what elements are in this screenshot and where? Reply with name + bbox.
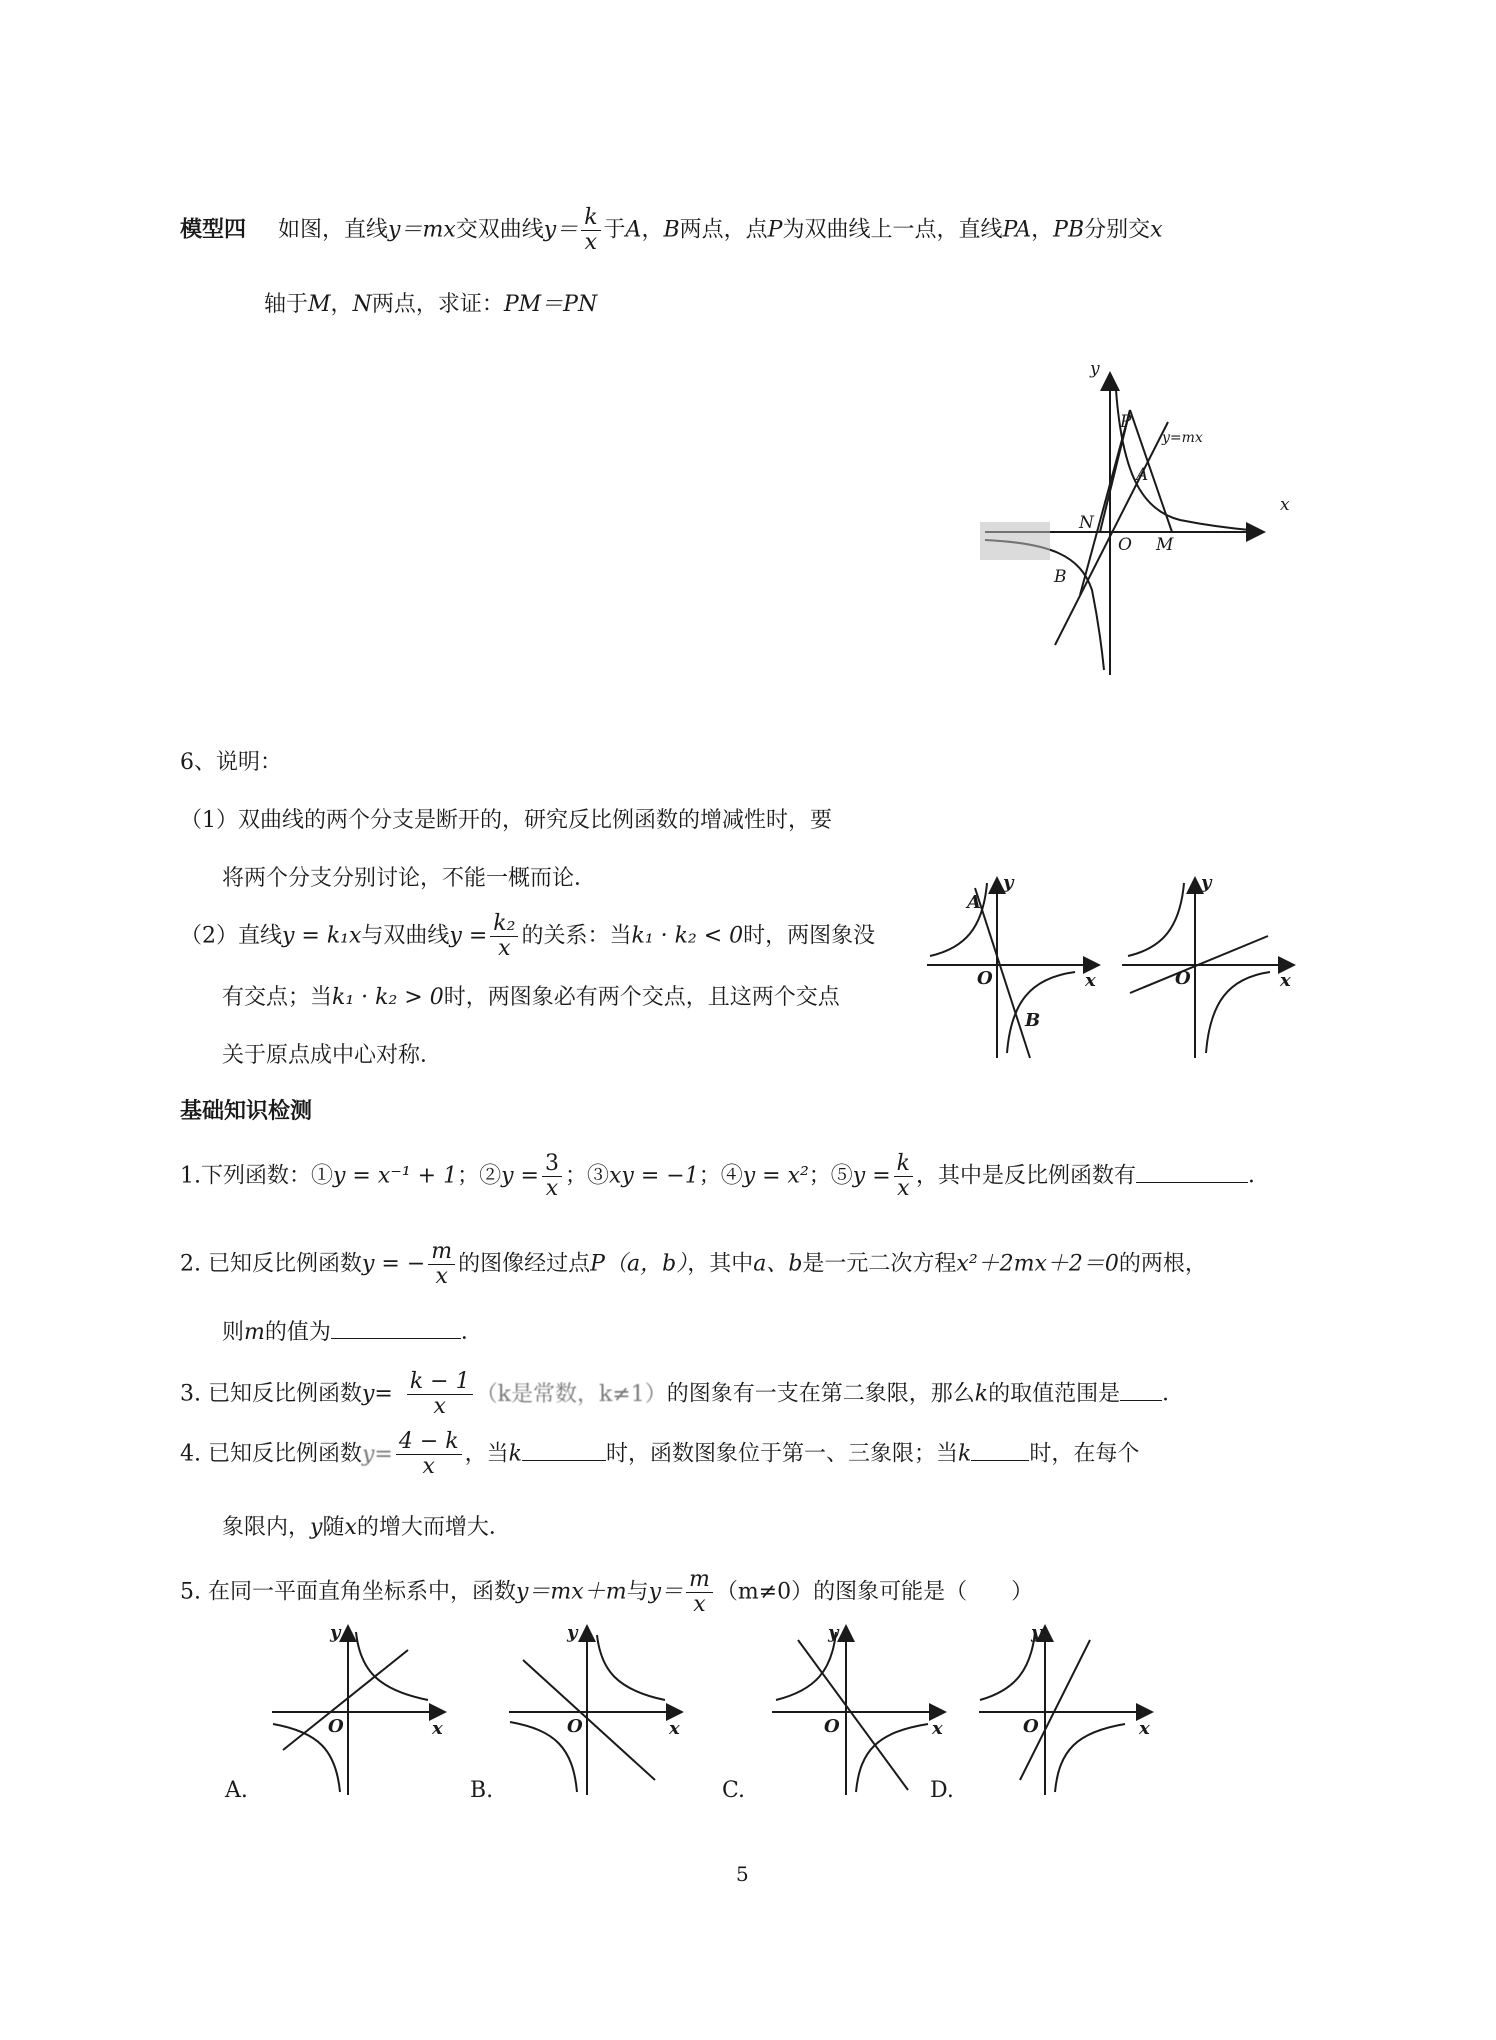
question-4 [180,1430,1139,1479]
fraction-denominator: x [422,1454,435,1480]
text: 的两根， [1118,1251,1207,1277]
hyperbola-branch-q4 [1206,972,1270,1053]
text: 则 [222,1320,245,1345]
question-2-line2 [222,1315,483,1346]
figure-no-intersection [925,868,1110,1063]
text: 的值为 [264,1320,331,1345]
hyperbola-branch-q4 [1007,972,1075,1053]
answer-blank[interactable] [331,1320,461,1339]
text: ，其中是反比例函数有 [916,1163,1137,1189]
variable: k [957,1441,972,1467]
section6-title: 6、说明： [180,750,282,775]
separator: ， [641,217,664,243]
text: （2）直线 [180,923,282,949]
option-d-label[interactable]: D. [930,1778,954,1803]
text: ；② [457,1163,502,1189]
separator: ， [1031,217,1054,243]
fraction-denominator: x [584,230,598,256]
variable: k [508,1441,522,1467]
fraction-denominator: x [433,1394,446,1420]
model4-line-equation: y＝mx [388,217,456,243]
text: 的取值范围是 [988,1381,1121,1407]
text: 1.下列函数：① [180,1163,333,1189]
basics-title: 基础知识检测 [180,1098,313,1124]
option-c-origin: O [824,1716,840,1737]
model4-eq-left: y＝ [543,217,579,243]
hyperbola-branch-1 [1116,390,1260,531]
text: 的图像经过点 [458,1251,591,1277]
fraction-numerator: k [894,1152,913,1177]
fig1-line-label: y=mx [1162,430,1203,446]
fig1-point-a: A [1136,465,1149,485]
section6-item1-line1: （1）双曲线的两个分支是断开的，研究反比例函数的增减性时，要 [180,808,832,833]
option-c-x: x [932,1718,943,1739]
option-b-y: y [567,1622,578,1643]
model4-line2 [264,287,597,318]
option-d-x: x [1139,1718,1150,1739]
scan-smudge [980,522,1050,560]
function-2: y＝ [648,1579,684,1605]
line-mx [1055,422,1168,645]
fig2-origin: O [977,968,993,989]
fraction-denominator: x [498,936,511,962]
hyperbola-q1 [597,1635,665,1700]
option-c-graph[interactable] [768,1620,958,1800]
section6-item2-line1 [180,912,875,961]
fig1-point-b: B [1054,567,1067,587]
point-label: P [767,217,783,243]
function: y= [361,1381,393,1407]
model4-text: 轴于 [264,292,309,317]
fraction [542,1152,562,1201]
option-a-x: x [432,1718,443,1739]
equation: y = k₁x [282,923,362,949]
line-label: PB [1053,217,1085,243]
line [1020,1640,1090,1780]
model4-title: 模型四 [180,216,247,243]
text: ；⑤ [808,1163,853,1189]
question-1 [180,1152,1270,1201]
fraction-denominator: x [435,1264,448,1290]
question-5 [180,1568,1033,1617]
line-pb-ext [1080,410,1130,595]
model4-text: 交双曲线 [455,217,544,243]
axis-label: x [1150,217,1163,243]
equation: x²＋2mx＋2＝0 [956,1251,1119,1277]
function-1: y = x⁻¹ + 1 [333,1163,458,1189]
text: 与双曲线 [361,923,450,949]
proof-statement: PM＝PN [503,292,598,317]
option-c-y: y [828,1622,839,1643]
question-3 [180,1370,1184,1419]
equation: y = [449,923,488,949]
option-a-label[interactable]: A. [225,1778,248,1803]
answer-blank[interactable] [971,1442,1029,1461]
model4-text: 如图，直线 [278,217,389,243]
fig1-point-m: M [1156,535,1174,555]
separator: ， [330,292,353,317]
option-d-graph[interactable] [975,1620,1165,1800]
fig2-point-b: B [1025,1010,1041,1031]
text: 时，在每个 [1029,1441,1140,1467]
hyperbola-q1 [356,1632,428,1700]
fig1-point-o: O [1118,535,1132,555]
line [523,1660,655,1780]
variable: m [244,1320,265,1345]
text: 的增大而增大． [356,1515,511,1540]
text: 时，函数图象位于第一、三象限；当 [605,1441,958,1467]
text: 与 [626,1579,649,1605]
option-d-origin: O [1023,1716,1039,1737]
section6-item2-line2 [222,980,840,1011]
text: 随 [322,1515,345,1540]
option-b-label[interactable]: B. [470,1778,494,1803]
fraction-denominator: x [693,1592,706,1618]
function: y = − [361,1251,426,1277]
text: ． [460,1320,483,1345]
text: 4. 已知反比例函数 [180,1441,362,1467]
text: ；③ [564,1163,609,1189]
function-1: y＝mx＋m [516,1579,627,1605]
question-4-line2 [222,1510,511,1541]
text: 3. 已知反比例函数 [180,1381,362,1407]
fraction-numerator: k − 1 [407,1370,473,1395]
text: 时，两图象没 [743,923,876,949]
model4-fraction [581,206,600,255]
model4-figure [980,350,1300,680]
fraction-numerator: 4 − k [396,1430,462,1455]
fig3-y-label: y [1201,872,1212,893]
fig2-point-a: A [967,892,981,913]
fraction [894,1152,913,1201]
fraction [490,912,518,961]
function: y= [361,1441,393,1467]
fraction [686,1568,713,1617]
function-2: y = [501,1163,539,1189]
variable: x [344,1515,357,1540]
answer-blank[interactable] [1120,1382,1162,1401]
text: 象限内， [222,1515,311,1540]
variable: k [974,1381,989,1407]
section6-item2-line3: 关于原点成中心对称． [222,1043,443,1068]
point-label: B [663,217,680,243]
model4-text: 于 [603,217,626,243]
point: P（a，b） [590,1251,688,1277]
function-5: y = [852,1163,891,1189]
page-number: 5 [736,1862,749,1886]
model4-text: 两点，点 [679,217,768,243]
fig3-origin: O [1175,968,1191,989]
hyperbola-branch-q2 [1128,883,1184,956]
option-d-y: y [1031,1622,1042,1643]
scribbled-note: （k是常数，k≠1） [475,1381,667,1407]
point-label: N [352,292,372,317]
section6-item1-line2: 将两个分支分别讨论，不能一概而论． [222,866,597,891]
line [283,1650,408,1750]
text: 的关系：当 [521,923,632,949]
condition: k₁ · k₂ < 0 [631,923,744,949]
fig1-point-n: N [1079,513,1094,533]
fraction [407,1370,473,1419]
condition: k₁ · k₂ > 0 [332,985,444,1010]
fraction-denominator: x [897,1176,910,1202]
model4-line1 [180,206,1163,255]
model4-text: 两点，求证： [371,292,504,317]
variable: y [310,1515,323,1540]
text: ． [1162,1381,1185,1407]
fig2-y-label: y [1003,872,1014,893]
model4-text: 为双曲线上一点，直线 [782,217,1003,243]
fraction [396,1430,462,1479]
text: ；④ [698,1163,743,1189]
text: ． [1248,1163,1271,1189]
line-label: PA [1002,217,1032,243]
fig3-x-label: x [1280,970,1291,991]
option-b-graph[interactable] [505,1620,695,1800]
point-label: A [625,217,642,243]
text: 的图象有一支在第二象限，那么 [666,1381,975,1407]
fraction-numerator: k₂ [490,912,518,937]
text: ，其中 [687,1251,754,1277]
text: 有交点；当 [222,985,333,1010]
option-a-y: y [330,1622,341,1643]
function-4: y = x² [742,1163,809,1189]
fig2-x-label: x [1085,970,1096,991]
fraction-numerator: m [686,1568,713,1593]
question-2 [180,1240,1207,1289]
option-b-origin: O [567,1716,583,1737]
option-a-origin: O [328,1716,344,1737]
point-label: M [308,292,331,317]
fraction-numerator: 3 [542,1152,562,1177]
function-3: xy = −1 [609,1163,699,1189]
hyperbola-q2 [980,1632,1035,1700]
fig1-y-label: y [1090,359,1100,379]
line [798,1640,908,1790]
option-c-label[interactable]: C. [722,1778,746,1803]
hyperbola-q2 [776,1632,836,1700]
text: 是一元二次方程 [802,1251,957,1277]
fraction [428,1240,455,1289]
hyperbola-q4 [1055,1724,1125,1792]
fig1-point-p: P [1120,412,1132,432]
fraction-numerator: m [428,1240,455,1265]
model4-text: 分别交 [1084,217,1151,243]
option-b-x: x [669,1718,680,1739]
variables: a、b [753,1251,803,1277]
figure-two-intersections [1120,868,1305,1063]
fig1-x-label: x [1280,495,1290,515]
text: 2. 已知反比例函数 [180,1251,362,1277]
text: 5. 在同一平面直角坐标系中，函数 [180,1579,516,1605]
text: 时，两图象必有两个交点，且这两个交点 [443,985,840,1010]
option-a-graph[interactable] [268,1620,458,1800]
answer-blank[interactable] [522,1442,606,1461]
text: （m≠0）的图象可能是（ ） [715,1579,1034,1605]
text: ，当 [464,1441,509,1467]
answer-blank[interactable] [1136,1164,1248,1183]
fraction-numerator: k [581,206,600,231]
fraction-denominator: x [545,1176,559,1202]
